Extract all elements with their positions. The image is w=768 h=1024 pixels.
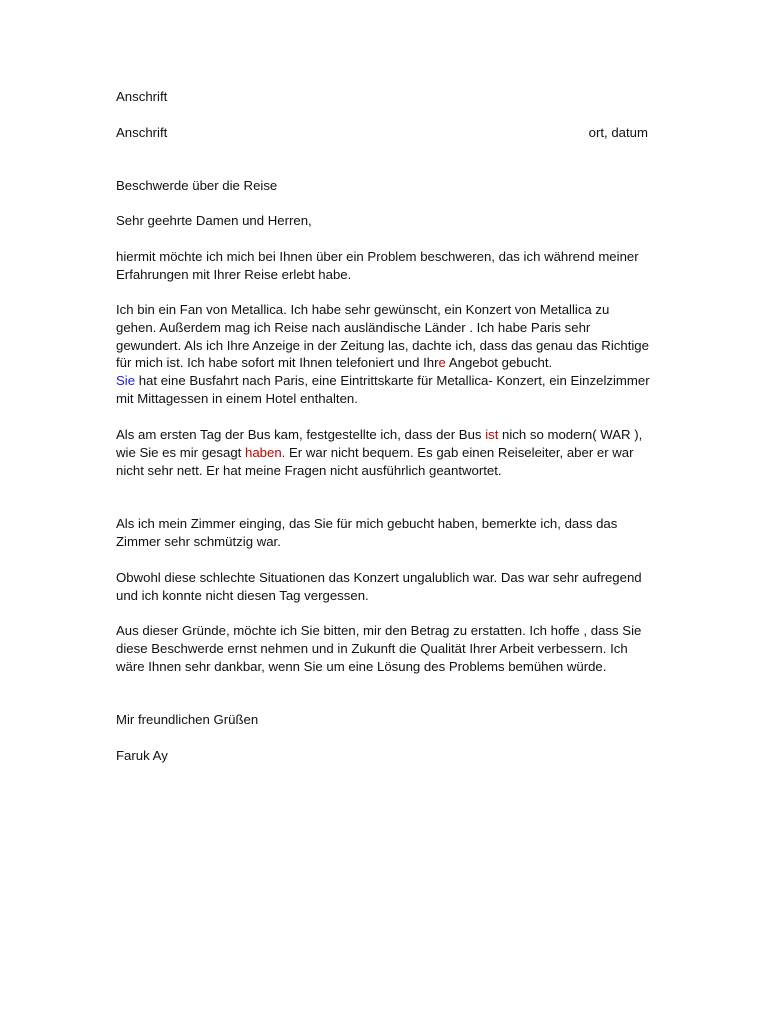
paragraph-text: Als am ersten Tag der Bus kam, festgestellte ich, dass der Bus [116, 427, 486, 442]
salutation: Sehr geehrte Damen und Herren, [116, 213, 312, 228]
subject-line: Beschwerde über die Reise [116, 178, 278, 193]
closing: Mir freundlichen Grüßen [116, 712, 259, 727]
sender-address: Anschrift [116, 89, 168, 104]
correction-mark: haben. [245, 444, 286, 460]
paragraph-concert: Obwohl diese schlechte Situationen das Konzert ungalublich war. Das war sehr aufregend und ich konnte nicht diesen Tag vergessen. [116, 570, 642, 603]
paragraph-bus [116, 426, 652, 479]
paragraph-text: hat eine Busfahrt nach Paris, eine Eintrittskarte für Metallica- Konzert, ein Einzelzimmer mit Mittagessen in einem Hotel enthalten. [116, 373, 650, 406]
intro-paragraph: hiermit möchte ich mich bei Ihnen über ein Problem beschweren, das ich während meiner Erfahrungen mit Ihrer Reise erlebt habe. [116, 249, 639, 282]
paragraph-text: nich so modern( WAR ), wie Sie es mir gesagt [116, 427, 643, 460]
paragraph-metallica [116, 301, 652, 408]
correction-mark: Sie [116, 373, 136, 389]
recipient-address: Anschrift [116, 125, 168, 140]
paragraph-text: Angebot gebucht. [445, 355, 553, 371]
address-date-row [116, 124, 648, 142]
paragraph-request: Aus dieser Gründe, möchte ich Sie bitten, mir den Betrag zu erstatten. Ich hoffe , dass Sie diese Beschwerde ernst nehmen und in Zukunft die Qualität Ihrer Arbeit verbessern. Ich wäre Ihnen sehr dankbar, wenn Sie um eine Lösung des Problems bemühen würde. [116, 623, 642, 674]
correction-mark: ist [485, 427, 499, 442]
paragraph-text: Er war nicht bequem. Es gab einen Reiseleiter, aber er war nicht sehr nett. Er hat meine Fragen nicht ausführlich geantwortet. [116, 444, 634, 478]
paragraph-room: Als ich mein Zimmer einging, das Sie für mich gebucht haben, bemerkte ich, dass das Zimmer sehr schmützig war. [116, 516, 618, 549]
signature: Faruk Ay [116, 748, 168, 763]
correction-mark: e [438, 355, 446, 371]
place-date: ort, datum [588, 125, 648, 140]
paragraph-text: Ich bin ein Fan von Metallica. Ich habe sehr gewünscht, ein Konzert von Metallica zu gehen. Außerdem mag ich Reise nach ausländische Länder . Ich habe Paris sehr gewundert. Als ich Ihre Anzeige in der Zeitung las, dachte ich, dass das genau das Richtige für mich ist. Ich habe sofort mit Ihnen telefoniert und Ihr [116, 302, 649, 371]
